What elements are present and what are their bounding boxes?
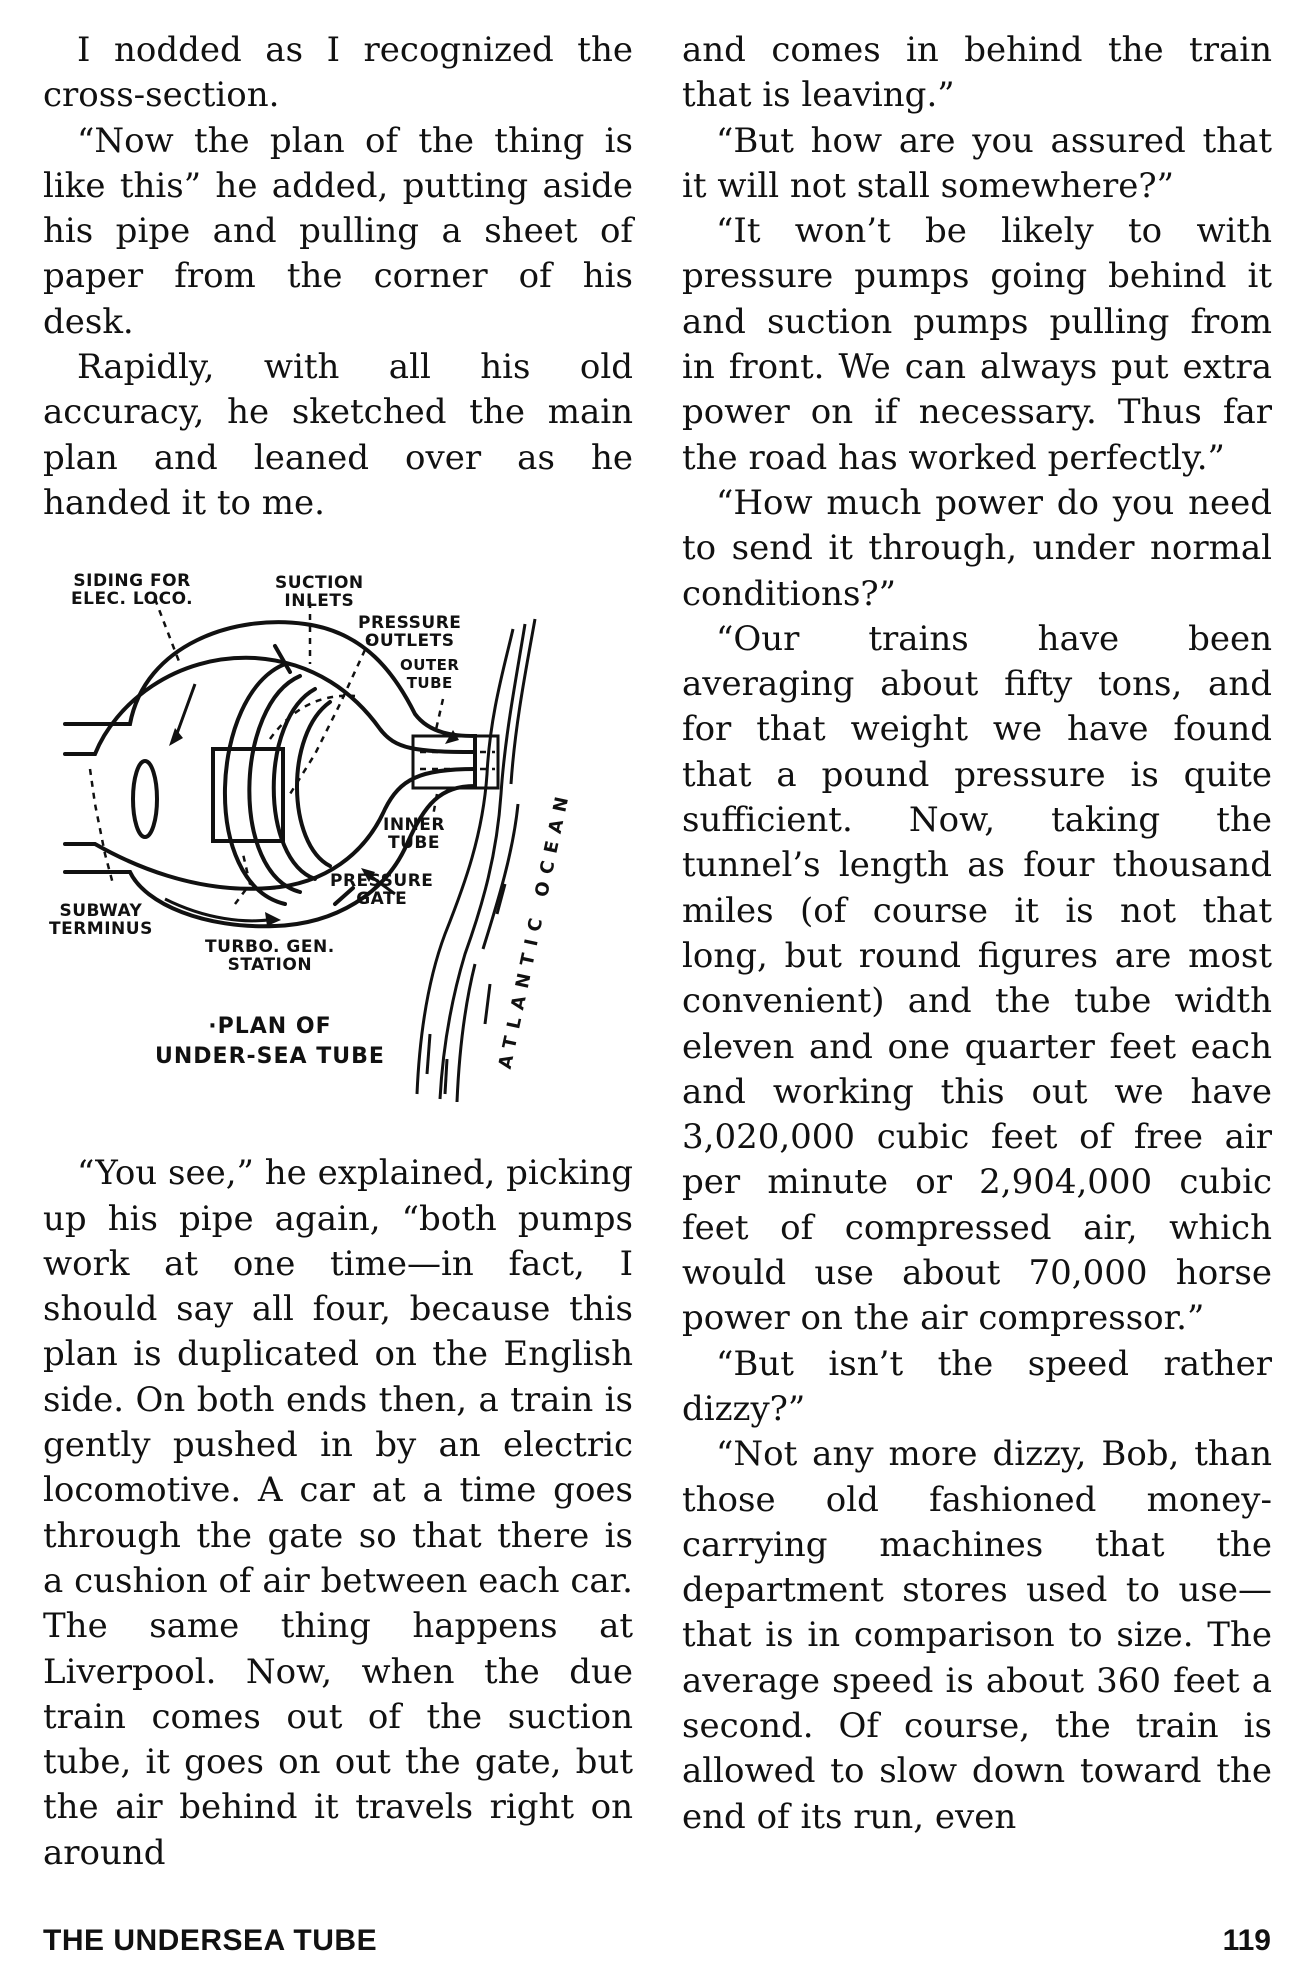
paragraph: “It won’t be likely to with pressure pumps going behind it and suction pumps pulling from in front. We can always put extra power on if necessary. Thus far the road has worked perfectly.” xyxy=(682,211,1272,478)
siding-oval xyxy=(133,761,157,837)
paragraph: Rapidly, with all his old accuracy, he sketched the main plan and leaned over as he handed it to me. xyxy=(43,347,633,523)
label-outer-tube: OUTER TUBE xyxy=(400,656,460,693)
paragraph: “But how are you assured that it will not stall somewhere?” xyxy=(682,120,1272,206)
paragraph: I nodded as I recognized the cross-section. xyxy=(43,30,633,116)
paragraph: “How much power do you need to send it through, under normal conditions?” xyxy=(682,482,1272,614)
label-pressure-gate: PRESSURE GATE xyxy=(330,871,434,910)
running-footer-title: THE UNDERSEA TUBE xyxy=(43,1924,378,1957)
paragraph: “But isn’t the speed rather dizzy?” xyxy=(682,1343,1272,1429)
label-atlantic-ocean: ATLANTIC OCEAN xyxy=(494,787,575,1072)
paragraph: “Not any more dizzy, Bob, than those old fashioned money-carrying machines that the department stores used to use—that is in comparison to size. The average speed is about 360 feet a second. Of course, the train is allowed to slow down toward the end of its run, even xyxy=(682,1434,1272,1837)
label-suction-inlets: SUCTION INLETS xyxy=(275,573,364,612)
page-number: 119 xyxy=(1222,1924,1271,1957)
label-siding: SIDING FOR ELEC. LOCO. xyxy=(71,571,194,610)
paragraph: “Our trains have been averaging about fifty tons, and for that weight we have found that a pound pressure is quite sufficient. Now, taking the tunnel’s length as four thousand miles (of course it is not that long, but round figures are most convenient) and the tube width eleven and one quarter feet each and working this out we have 3,020,000 cubic feet of free air per minute or 2,904,000 cubic feet of compressed air, which would use about 70,000 horse power on the air compressor.” xyxy=(682,618,1272,1339)
figure-caption: ·PLAN OF UNDER-SEA TUBE xyxy=(155,1014,385,1070)
paragraph: and comes in behind the train that is leaving.” xyxy=(682,30,1272,116)
left-column xyxy=(43,28,633,1876)
right-column xyxy=(682,28,1272,1840)
label-turbo-gen-station: TURBO. GEN. STATION xyxy=(205,937,335,976)
paragraph: “Now the plan of the thing is like this” he added, putting aside his pipe and pulling a sheet of paper from the corner of his desk. xyxy=(43,120,633,342)
label-inner-tube: INNER TUBE xyxy=(383,815,445,854)
label-pressure-outlets: PRESSURE OUTLETS xyxy=(358,613,462,652)
paragraph: “You see,” he explained, picking up his pipe again, “both pumps work at one time—in fact, I should say all four, because this plan is duplicated on the English side. On both ends then, a train is gently pushed in by an electric locomotive. A car at a time goes through the gate so that there is a cushion of air between each car. The same thing happens at Liverpool. Now, when the due train comes out of the suction tube, it goes on out the gate, but the air behind it travels right on around xyxy=(43,1153,633,1873)
label-subway-terminus: SUBWAY TERMINUS xyxy=(49,901,153,940)
undersea-tube-plan-figure xyxy=(35,554,635,1129)
